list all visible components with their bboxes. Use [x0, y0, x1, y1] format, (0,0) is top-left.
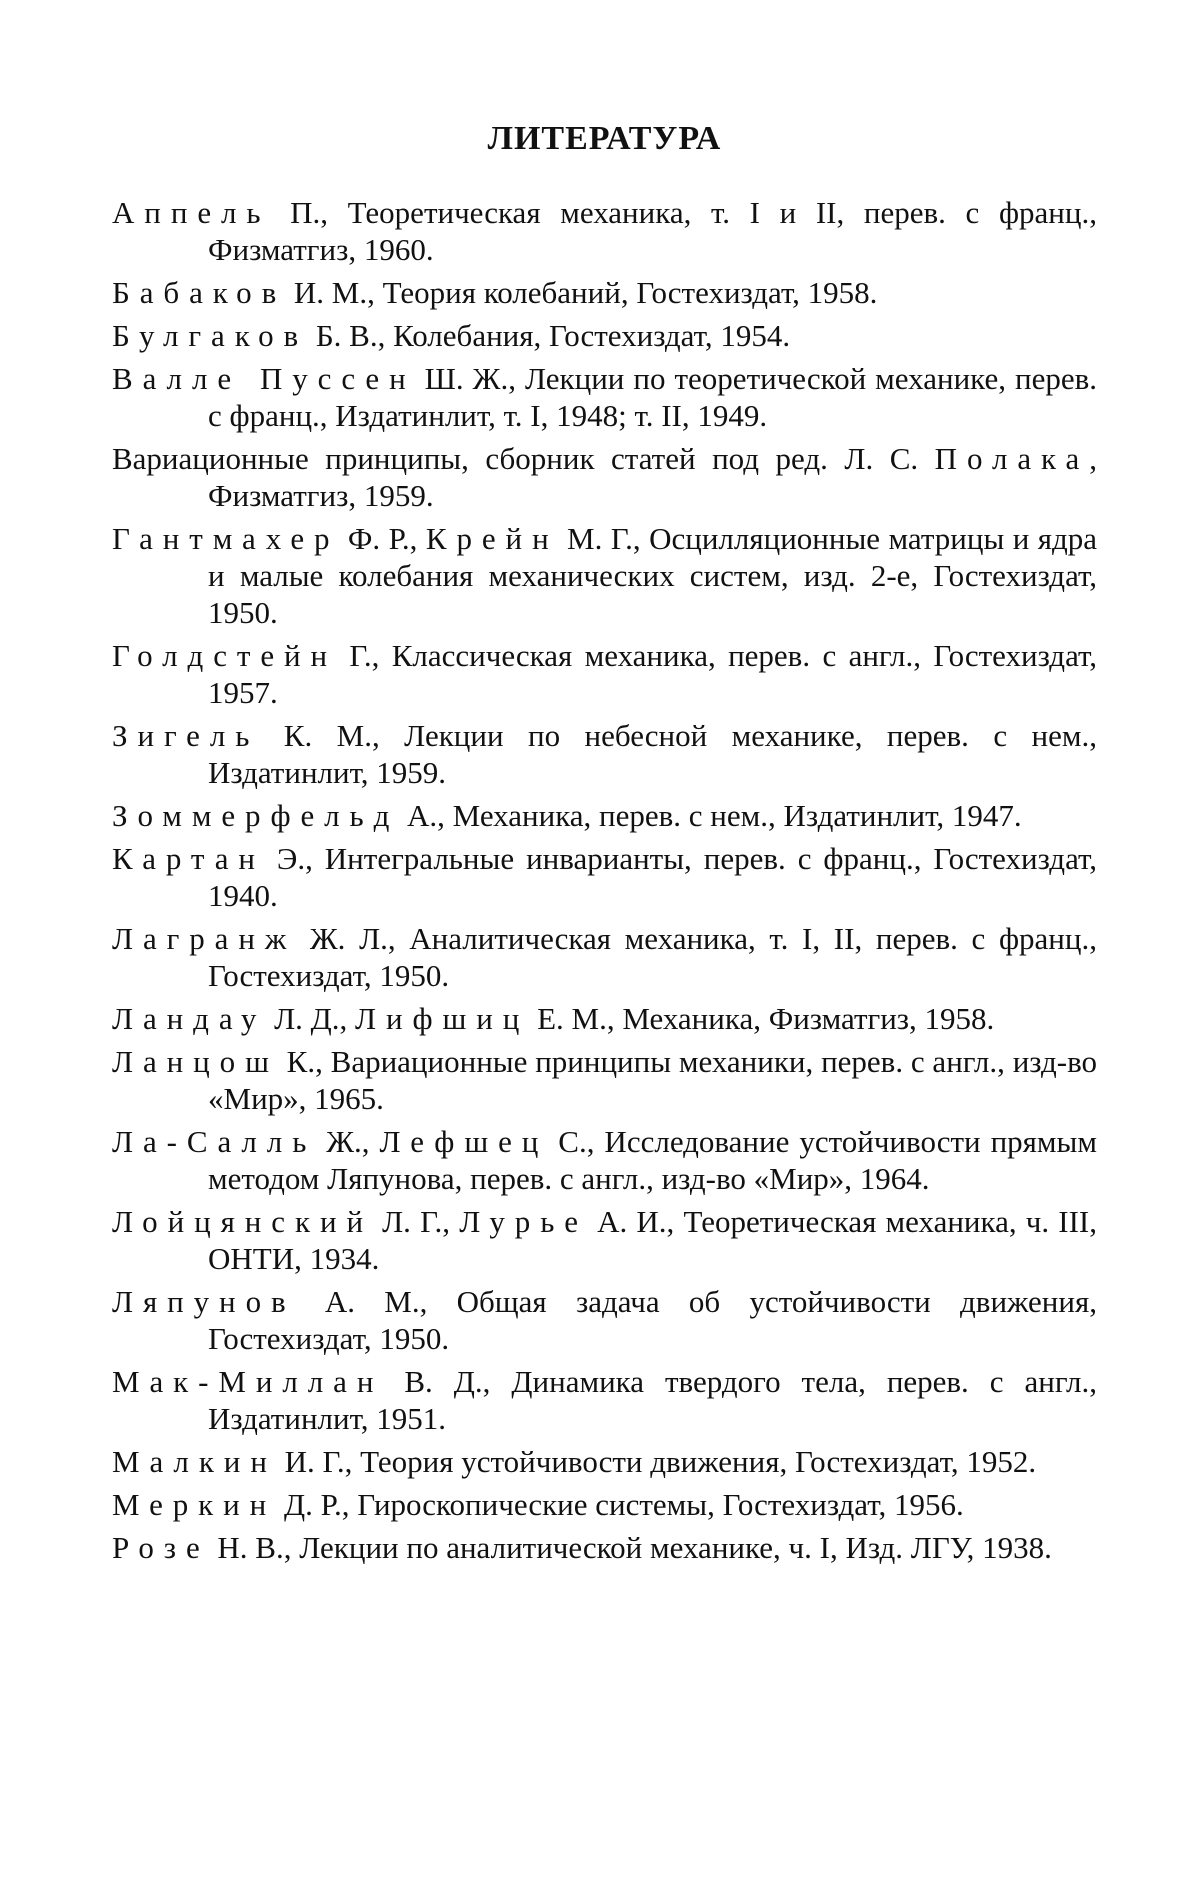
entry-text: И. М., Теория колебаний, Гостехиздат, 1958. — [286, 275, 878, 310]
entry-author: Бабаков — [112, 275, 287, 310]
bibliography-entry — [112, 1123, 1097, 1197]
page-title: ЛИТЕРАТУРА — [487, 120, 722, 157]
bibliography-entry — [112, 1486, 1097, 1523]
bibliography-entry — [112, 1283, 1097, 1357]
entry-text: Н. В., Лекции по аналитической механике, ч. I, Изд. ЛГУ, 1938. — [209, 1530, 1052, 1565]
entry-text: К. М., Лекции по небесной механике, перев. с нем., Издатинлит, 1959. — [208, 718, 1097, 790]
bibliography-page — [112, 120, 1097, 1572]
entry-author: Лойцянский — [112, 1204, 373, 1239]
entry-text: Э., Интегральные инварианты, перев. с франц., Гостехиздат, 1940. — [208, 841, 1097, 913]
bibliography-entry — [112, 1363, 1097, 1437]
entry-author: Валле Пуссен — [112, 361, 416, 396]
bibliography-entry — [112, 1443, 1097, 1480]
entry-text: Ж., — [316, 1124, 380, 1159]
entry-text: С., Исследование устойчивости прямым методом Ляпунова, перев. с англ., изд-во «Мир», 1964. — [208, 1124, 1097, 1196]
entry-text: Л. Д., — [266, 1001, 356, 1036]
bibliography-entry — [112, 840, 1097, 914]
entry-text: Е. М., Механика, Физматгиз, 1958. — [529, 1001, 995, 1036]
bibliography-entry — [112, 440, 1097, 514]
bibliography-entry — [112, 520, 1097, 631]
entry-author: Зигель — [112, 718, 260, 753]
entry-text: Л. Г., — [372, 1204, 460, 1239]
entry-author: Мак-Миллан — [112, 1364, 384, 1399]
entry-text: А. М., Общая задача об устойчивости движения, Гостехиздат, 1950. — [208, 1284, 1097, 1356]
entry-text: М. Г., Осцилляционные матрицы и ядра и малые колебания механических систем, изд. 2-е, Гостехиздат, 1950. — [208, 521, 1097, 630]
bibliography-entry — [112, 1043, 1097, 1117]
entry-text: Ж. Л., Аналитическая механика, т. I, II, перев. с франц., Гостехиздат, 1950. — [208, 921, 1097, 993]
entry-author: Ландау — [112, 1001, 267, 1036]
entry-lead-text: Вариационные принципы, сборник статей под ред. Л. С. — [112, 441, 935, 476]
bibliography-entry — [112, 920, 1097, 994]
entry-text: К., Вариационные принципы механики, перев. с англ., изд-во «Мир», 1965. — [208, 1044, 1097, 1116]
entry-author: Аппель — [112, 195, 271, 230]
bibliography-entry — [112, 637, 1097, 711]
entry-author: Голдстейн — [112, 638, 338, 673]
bibliography-entry — [112, 797, 1097, 834]
entry-text: Б. В., Колебания, Гостехиздат, 1954. — [308, 318, 791, 353]
entry-author: Розе — [112, 1530, 210, 1565]
bibliography-entry — [112, 1203, 1097, 1277]
entry-author: Ляпунов — [112, 1284, 296, 1319]
entry-author: Лагранж — [112, 921, 297, 956]
entry-coauthor: Лурье — [459, 1204, 588, 1239]
bibliography-entry — [112, 717, 1097, 791]
entry-author: Зоммерфельд — [112, 798, 400, 833]
entry-text: Г., Классическая механика, перев. с англ., Гостехиздат, 1957. — [208, 638, 1097, 710]
entry-text: В. Д., Динамика твердого тела, перев. с англ., Издатинлит, 1951. — [208, 1364, 1097, 1436]
entry-text: А. И., Теоретическая механика, ч. III, ОНТИ, 1934. — [208, 1204, 1098, 1276]
entry-text: А., Механика, перев. с нем., Издатинлит, 1947. — [399, 798, 1022, 833]
bibliography-entry — [112, 1529, 1097, 1566]
entry-text: , Физматгиз, 1959. — [208, 441, 1097, 513]
entry-author: Картан — [112, 841, 265, 876]
entry-text: И. Г., Теория устойчивости движения, Гостехиздат, 1952. — [276, 1444, 1037, 1479]
entry-author: Гантмахер — [112, 521, 340, 556]
entry-text: Ш. Ж., Лекции по теоретической механике, перев. с франц., Издатинлит, т. I, 1948; т. II, 1949. — [208, 361, 1097, 433]
entry-editor: Полака — [934, 441, 1090, 476]
bibliography-entry — [112, 317, 1097, 354]
entry-text: Ф. Р., — [339, 521, 426, 556]
entry-author: Ланцош — [112, 1044, 279, 1079]
entry-author: Ла-Салль — [112, 1124, 317, 1159]
bibliography-entry — [112, 1000, 1097, 1037]
entry-coauthor: Крейн — [425, 521, 559, 556]
entry-author: Булгаков — [112, 318, 309, 353]
bibliography-entry — [112, 360, 1097, 434]
entry-author: Меркин — [112, 1487, 277, 1522]
entry-coauthor: Лифшиц — [355, 1001, 530, 1036]
entry-text: П., Теоретическая механика, т. I и II, перев. с франц., Физматгиз, 1960. — [208, 195, 1097, 267]
bibliography-entry — [112, 274, 1097, 311]
entry-text: Д. Р., Гироскопические системы, Гостехиздат, 1956. — [276, 1487, 964, 1522]
bibliography-entry — [112, 194, 1097, 268]
entry-coauthor: Лефшец — [379, 1124, 549, 1159]
entry-author: Малкин — [112, 1444, 277, 1479]
